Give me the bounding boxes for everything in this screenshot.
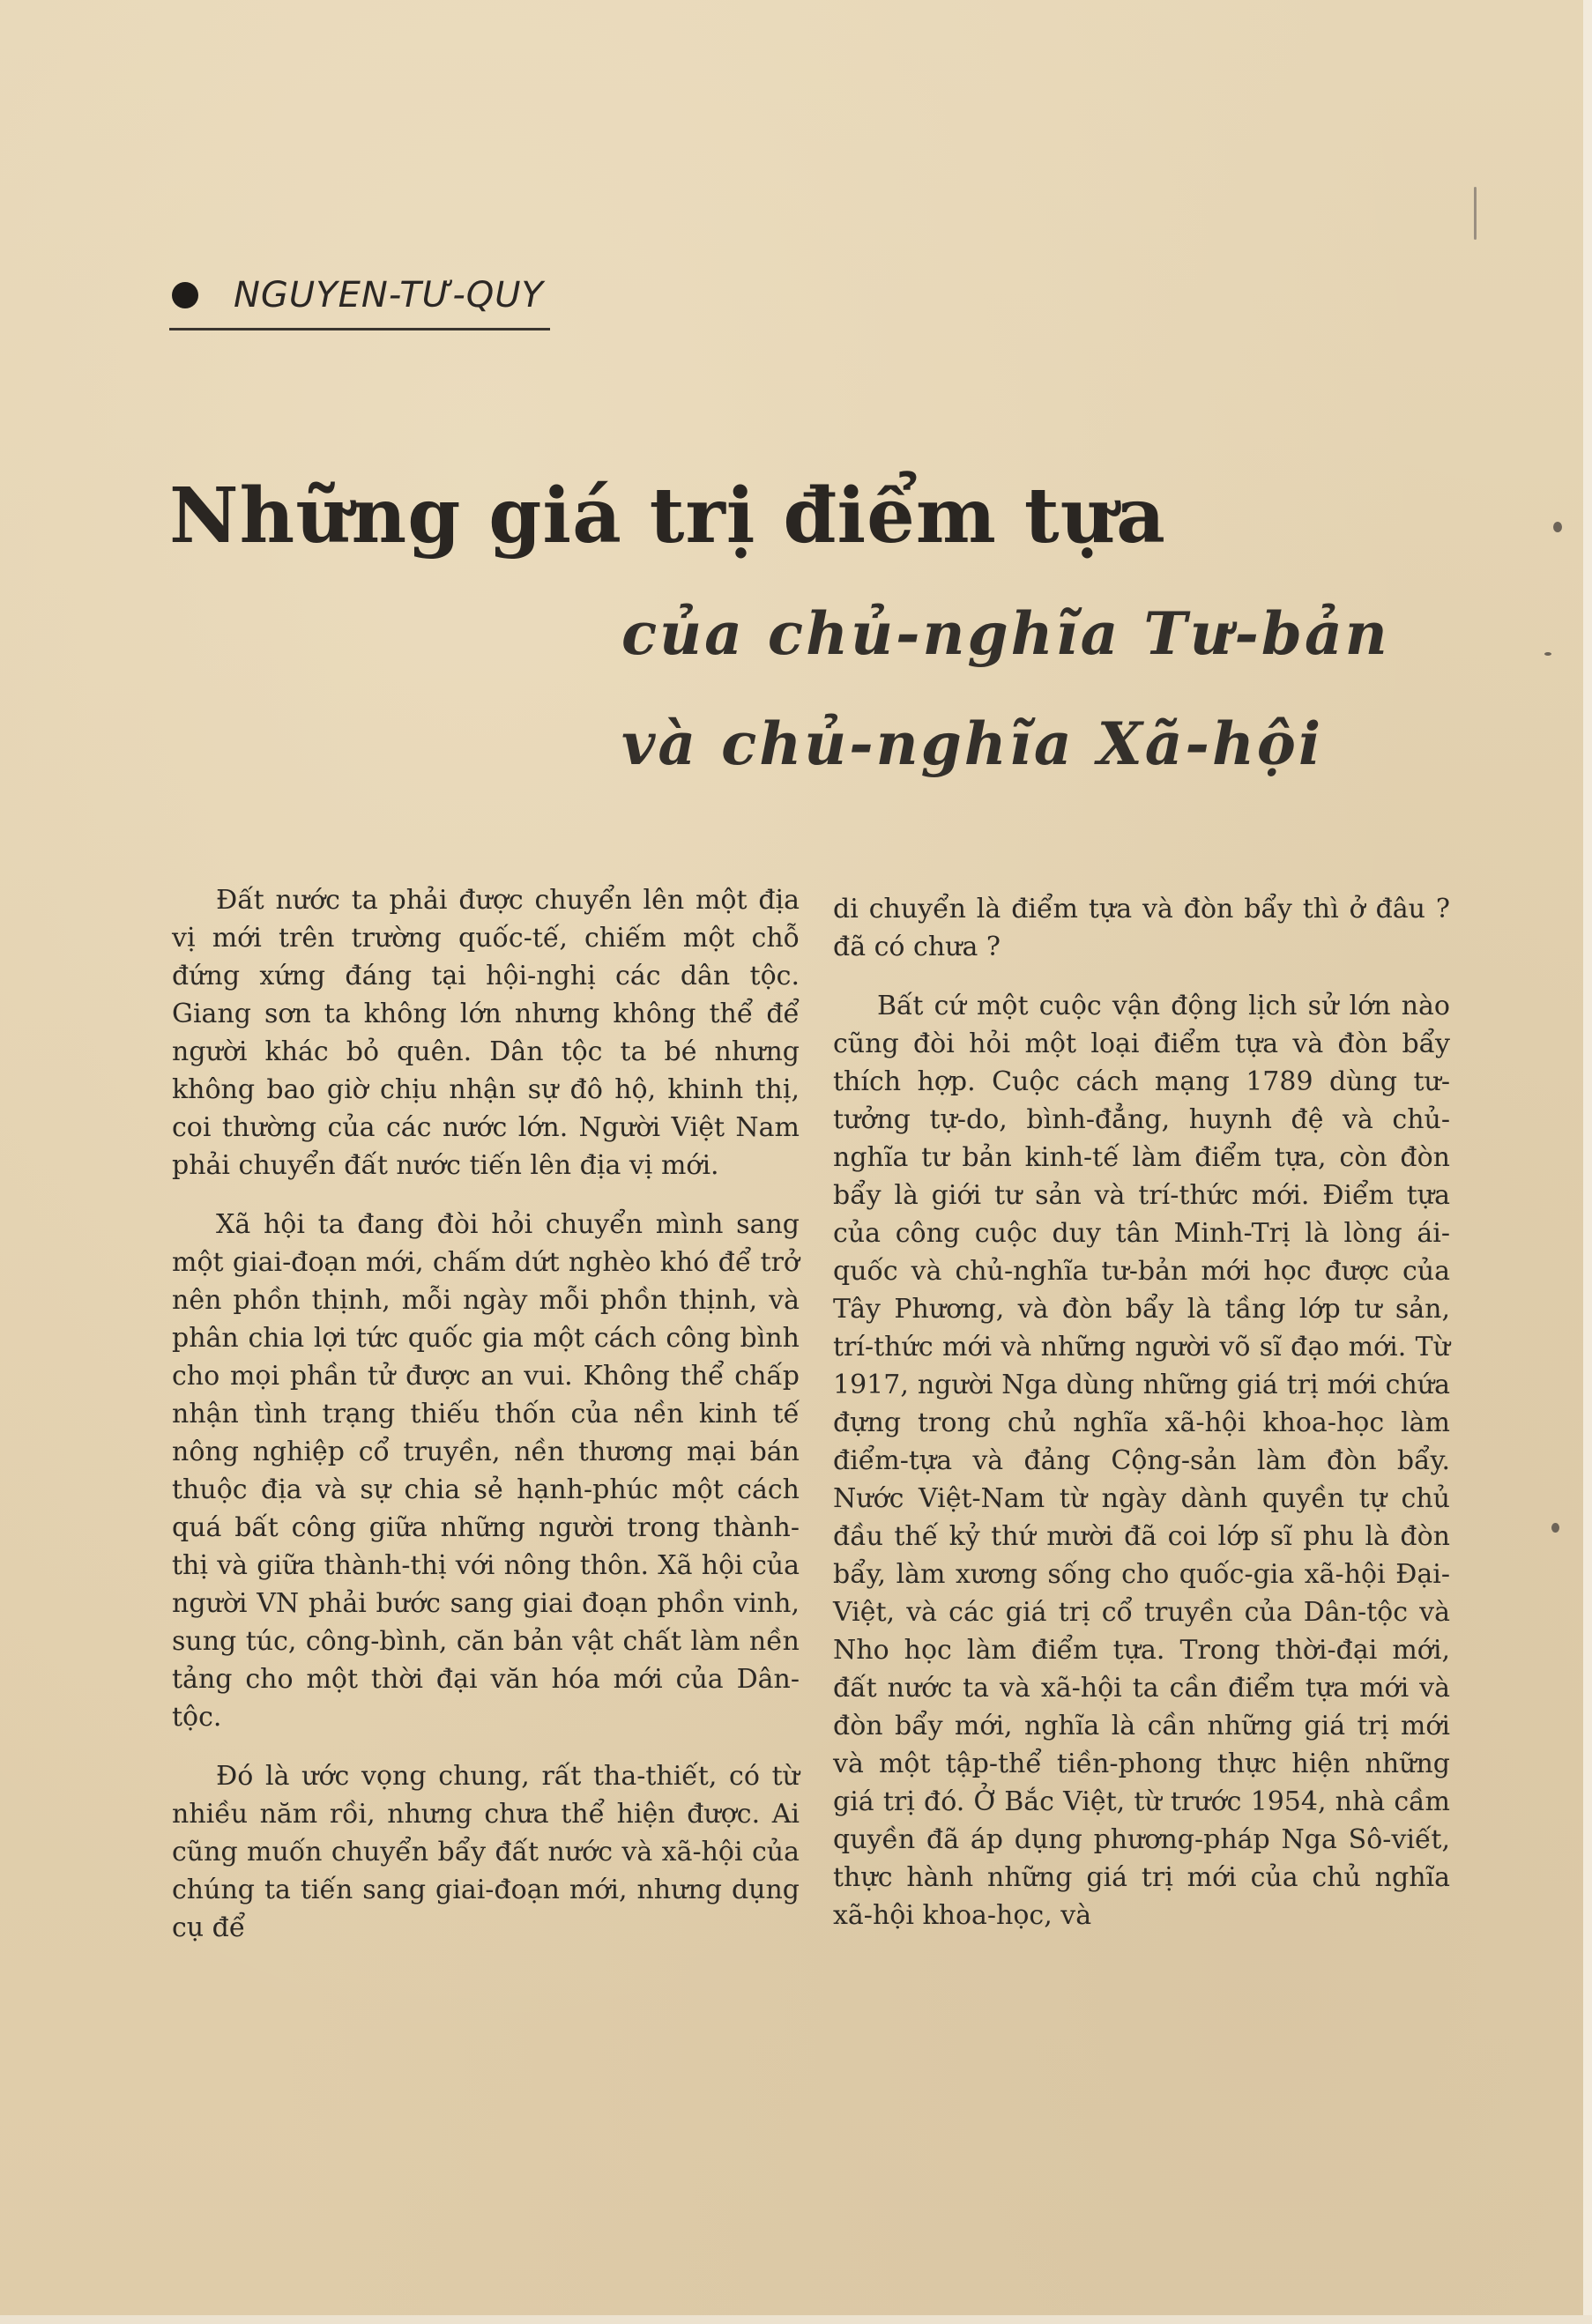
paper-speck <box>1553 522 1562 532</box>
paper-speck <box>1551 1523 1559 1533</box>
paragraph: Đó là ước vọng chung, rất tha-thiết, có từ nhiều năm rồi, nhưng chưa thể hiện được. Ai cũng muốn chuyển bẩy đất nước và xã-hội của chúng ta tiến sang giai-đoạn mới, nhưng dụng cụ để <box>172 1761 800 1943</box>
body-column-right <box>833 890 1450 1956</box>
page-bottom-edge <box>0 2315 1592 2324</box>
paper-speck <box>1544 652 1551 656</box>
paragraph: Bất cứ một cuộc vận động lịch sử lớn nào cũng đòi hỏi một loại điểm tựa và đòn bẩy thích hợp. Cuộc cách mạng 1789 dùng tư-tưởng tự-do, bình-đẳng, huynh đệ và chủ-nghĩa tư bản kinh-tế làm điểm tựa, còn đòn bẩy là giới tư sản và trí-thức mới. Điểm tựa của công cuộc duy tân Minh-Trị là lòng ái-quốc và chủ-nghĩa tư-bản mới học được của Tây Phương, và đòn bẩy là tầng lớp tư sản, trí-thức mới và những người võ sĩ đạo mới. Từ 1917, người Nga dùng những giá trị mới chứa đựng trong chủ nghĩa xã-hội khoa-học làm điểm-tựa và đảng Cộng-sản làm đòn bẩy. Nước Việt-Nam từ ngày dành quyền tự chủ đầu thế kỷ thứ mười đã coi lớp sĩ phu là đòn bẩy, làm xương sống cho quốc-gia xã-hội Đại-Việt, và các giá trị cổ truyền của Dân-tộc và Nho học làm điểm tựa. Trong thời-đại mới, đất nước ta và xã-hội ta cần điểm tựa mới và đòn bẩy mới, nghĩa là cần những giá trị mới và một tập-thể tiền-phong thực hiện những giá trị đó. Ở Bắc Việt, từ trước 1954, nhà cầm quyền đã áp dụng phương-pháp Nga Sô-viết, thực hành những giá trị mới của chủ nghĩa xã-hội khoa-học, và <box>833 991 1450 1931</box>
article-subtitle-line-1: của chủ-nghĩa Tư-bản <box>621 599 1390 668</box>
article-subtitle-line-2: và chủ-nghĩa Xã-hội <box>621 709 1324 778</box>
bullet-icon <box>172 282 198 308</box>
page-edge <box>1583 0 1592 2324</box>
body-column-left <box>172 881 800 1968</box>
paper-speck <box>1474 187 1477 240</box>
paragraph: Xã hội ta đang đòi hỏi chuyển mình sang một giai-đoạn mới, chấm dứt nghèo khó để trở nên phồn thịnh, mỗi ngày mỗi phồn thịnh, và phân chia lợi tức quốc gia một cách công bình cho mọi phần tử được an vui. Không thể chấp nhận tình trạng thiếu thốn của nền kinh tế nông nghiệp cổ truyền, nền thương mại bán thuộc địa và sự chia sẻ hạnh-phúc một cách quá bất công giữa những người trong thành-thị và giữa thành-thị với nông thôn. Xã hội của người VN phải bước sang giai đoạn phồn vinh, sung túc, công-bình, căn bản vật chất làm nền tảng cho một thời đại văn hóa mới của Dân-tộc. <box>172 1209 800 1733</box>
author-line <box>172 275 544 316</box>
author-underline <box>169 328 550 330</box>
paragraph: di chuyển là điểm tựa và đòn bẩy thì ở đâu ? đã có chưa ? <box>833 894 1450 962</box>
article-title: Những giá trị điểm tựa <box>169 471 1166 561</box>
paragraph: Đất nước ta phải được chuyển lên một địa vị mới trên trường quốc-tế, chiếm một chỗ đứng xứng đáng tại hội-nghị các dân tộc. Giang sơn ta không lớn nhưng không thể để người khác bỏ quên. Dân tộc ta bé nhưng không bao giờ chịu nhận sự đô hộ, khinh thị, coi thường của các nước lớn. Người Việt Nam phải chuyển đất nước tiến lên địa vị mới. <box>172 885 800 1181</box>
author-name: NGUYEN-TƯ-QUY <box>234 275 544 316</box>
